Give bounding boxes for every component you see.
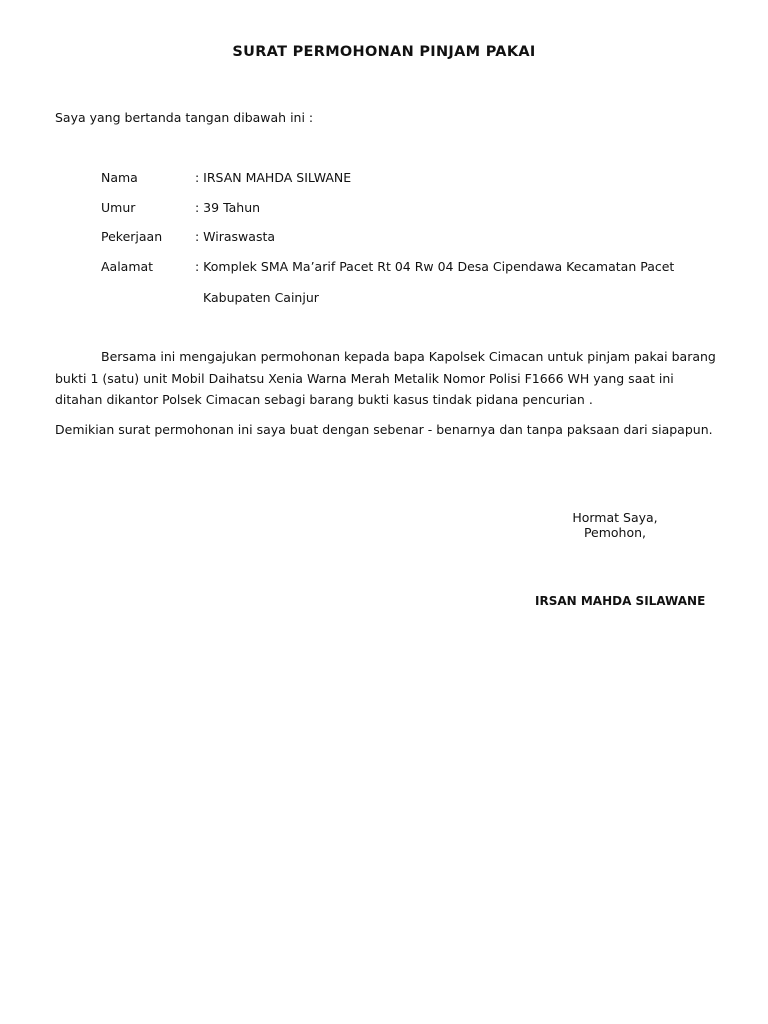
intro-text: Saya yang bertanda tangan dibawah ini : — [55, 110, 314, 125]
field-label: Pekerjaan — [101, 229, 163, 244]
field-label: Umur — [101, 200, 136, 215]
field-label: Aalamat — [101, 259, 154, 274]
closing-block — [560, 510, 670, 540]
field-value: : Komplek SMA Ma’arif Pacet Rt 04 Rw 04 Desa Cipendawa Kecamatan Pacet — [195, 259, 675, 274]
field-value: : Wiraswasta — [195, 229, 276, 244]
page-title: SURAT PERMOHONAN PINJAM PAKAI — [232, 44, 536, 60]
field-label: Nama — [101, 170, 138, 185]
field-value: : IRSAN MAHDA SILWANE — [195, 170, 352, 185]
signer-name: IRSAN MAHDA SILAWANE — [535, 594, 706, 608]
address-continuation: Kabupaten Cainjur — [203, 290, 319, 305]
body-paragraph-request: Bersama ini mengajukan permohonan kepada bapa Kapolsek Cimacan untuk pinjam pakai barang bukti 1 (satu) unit Mobil Daihatsu Xenia Warna Merah Metalik Nomor Polisi F1666 WH yang saat ini ditahan dikantor Polsek Cimacan sebagi barang bukti kasus tindak pidana pencurian . — [55, 349, 716, 407]
closing-line-applicant: Pemohon, — [583, 525, 647, 540]
closing-line-regards: Hormat Saya, — [572, 510, 658, 525]
field-value: : 39 Tahun — [195, 200, 261, 215]
body-paragraph-closing: Demikian surat permohonan ini saya buat dengan sebenar - benarnya dan tanpa paksaan dari siapapun. — [55, 422, 713, 437]
